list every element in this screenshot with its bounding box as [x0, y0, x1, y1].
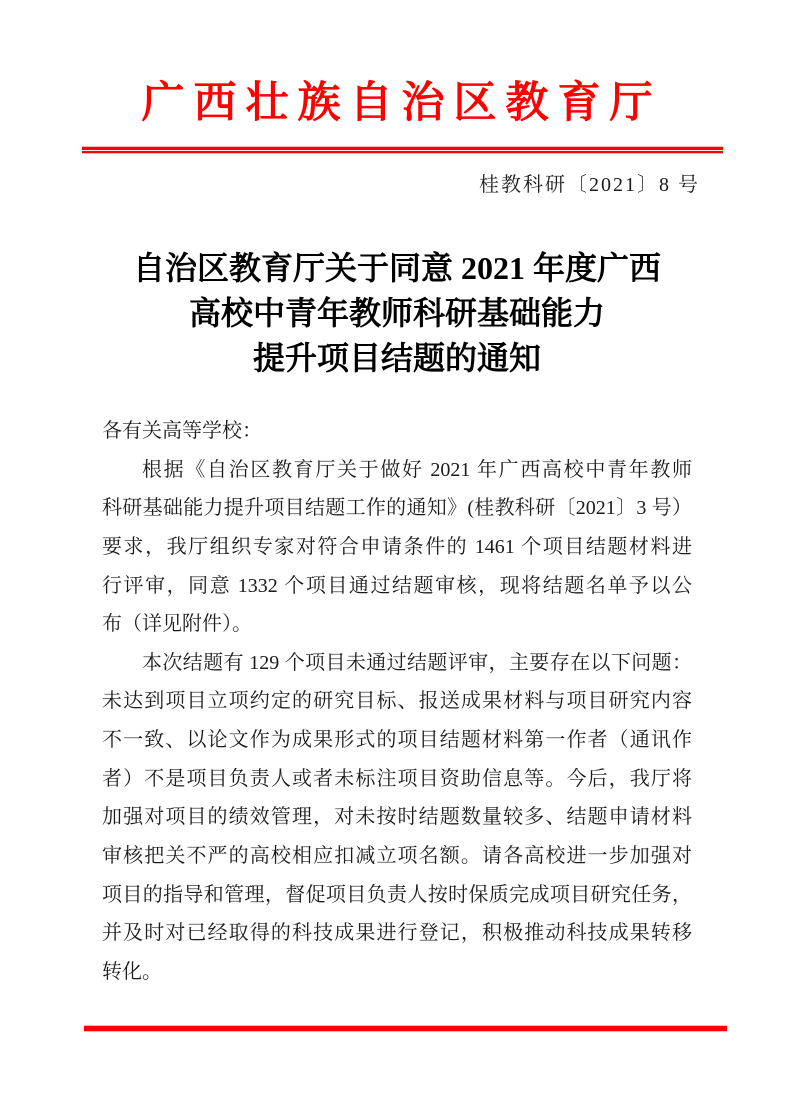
body-line: 要求，我厅组织专家对符合申请条件的 1461 个项目结题材料进 [102, 535, 692, 558]
separator-line-light [82, 153, 723, 154]
body-line: 布（详见附件）。 [102, 613, 252, 636]
document-number: 桂教科研〔2021〕8 号 [479, 174, 700, 196]
body-line: 行评审，同意 1332 个项目通过结题审核，现将结题名单予以公 [102, 574, 692, 597]
body-line: 转化。 [102, 960, 162, 983]
body-line: 本次结题有 129 个项目未通过结题评审，主要存在以下问题： [142, 651, 692, 674]
notice-title-line-3: 提升项目结题的通知 [252, 340, 541, 376]
red-header-separator-rule [82, 146, 723, 154]
body-line: 项目的指导和管理，督促项目负责人按时保质完成项目研究任务， [102, 883, 692, 906]
notice-title-line-1: 自治区教育厅关于同意 2021 年度广西 [132, 250, 661, 286]
body-line: 审核把关不严的高校相应扣减立项名额。请各高校进一步加强对 [102, 845, 692, 868]
body-text [102, 412, 692, 992]
body-line: 各有关高等学校： [102, 420, 262, 442]
notice-title [0, 246, 794, 381]
body-line: 并及时对已经取得的科技成果进行登记，积极推动科技成果转移 [102, 922, 692, 945]
body-line: 科研基础能力提升项目结题工作的通知》(桂教科研〔2021〕3 号） [102, 497, 692, 520]
footer-rule-line-light [84, 1031, 727, 1032]
body-line: 不一致、以论文作为成果形式的项目结题材料第一作者（通讯作 [102, 729, 692, 752]
notice-title-line-2: 高校中青年教师科研基础能力 [188, 295, 605, 331]
body-line: 根据《自治区教育厅关于做好 2021 年广西高校中青年教师 [142, 458, 692, 481]
body-line: 加强对项目的绩效管理，对未按时结题数量较多、结题申请材料 [102, 806, 692, 829]
agency-masthead-title: 广西壮族自治区教育厅 [141, 80, 662, 127]
footer-red-rule [84, 1025, 727, 1032]
body-line: 者）不是项目负责人或者未标注项目资助信息等。今后，我厅将 [102, 767, 692, 790]
body-line: 未达到项目立项约定的研究目标、报送成果材料与项目研究内容 [102, 690, 692, 713]
